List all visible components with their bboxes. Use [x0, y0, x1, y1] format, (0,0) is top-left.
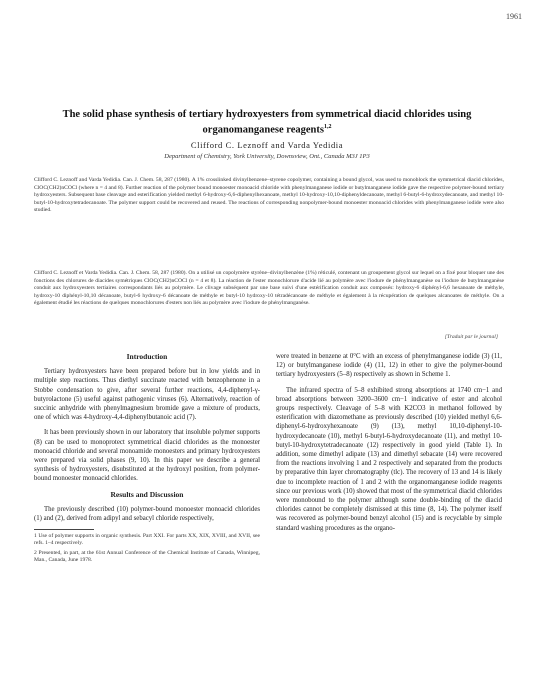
- section-heading-results: Results and Discussion: [110, 489, 184, 499]
- article-title: [60, 108, 474, 137]
- paragraph: The infrared spectra of 5–8 exhibited strong absorptions at 1740 cm−1 and broad absorptions between 3200–3600 cm−1 indicative of ester and alcohol groups respectively. Cleavage of 5–8 with K2CO3 in methanol followed by esterification with diazomethane as previously described (10) yielded methyl 6,6-diphenyl-6-hydroxyhexanoate (9) (13), methyl 10,10-diphenyl-10-hydroxydecanoate (10), methyl 6-butyl-6-hydroxydecanoate (11), and methyl 10-butyl-10-hydroxytetradecanoate (12) respectively in good yield (Table 1). In addition, some dimethyl adipate (13) and dimethyl sebacate (14) were recovered from the reactions involving 1 and 2 respectively and separated from the products by preparative thin layer chromatography (tlc). The recovery of 13 and 14 is likely due to incomplete reaction of 1 and 2 with the organomanganese iodide reagents since our previous work (10) showed that most of the symmetrical diacid chlorides were monobound to the polymer although some double-binding of the diacid chlorides cannot be completely dismissed at this time (8, 14). The polymer itself was recovered as polymer-bound benzyl alcohol (15) and is recyclable by simple standard washing procedures as the organo-: [276, 386, 502, 532]
- section-heading-introduction: Introduction: [126, 352, 168, 361]
- paragraph: were treated in benzene at 0°C with an excess of phenylmanganese iodide (3) (11, 12) or butylmanganese iodide (4) (11, 12) in ether to give the polymer-bound tertiary hydroxyesters (5–8) respectively as shown in Scheme 1.: [276, 353, 502, 379]
- paragraph: It has been previously shown in our laboratory that insoluble polymer supports (8) can be used to monoprotect symmetrical diacid chlorides as the monoester monoacid chloride and several monoamide monoesters and primary hydroxyesters were prepared via solid phases (9, 10). In this paper we describe a general synthesis of hydroxyesters, disubstituted at the hydroxyl position, from polymer-bound monoester monoacid chlorides.: [34, 429, 260, 483]
- article-title-text: The solid phase synthesis of tertiary hydroxyesters from symmetrical diacid chlorides using organomanganese reagents: [62, 109, 472, 136]
- body-column-left: [34, 352, 260, 566]
- body-column-right: [276, 352, 502, 539]
- footnote: 1 Use of polymer supports in organic synthesis. Part XXI. For parts XX, XIX, XVIII, and XVII, see refs. 1–4 respectively.: [34, 533, 260, 547]
- translation-credit: [Traduit par le journal]: [444, 334, 498, 340]
- running-head: 1961: [506, 12, 522, 21]
- abstract-english: Clifford C. Leznoff and Varda Yedidia. Can. J. Chem. 58, 287 (1980). A 1% crosslinked divinylbenzene–styrene copolymer, containing a bound glycol, was used to monoblock the symmetrical diacid chlorides, ClOC(CH2)nCOCl (where n = 4 and 8). Further reaction of the polymer bound monoester monoacid chloride with phenylmanganese iodide or butylmanganese iodide gave the respective polymer-bound tertiary hydroxyesters. Subsequent base cleavage and esterification yielded methyl 6-hydroxy-6,6-diphenylhexanoate, methyl 10-hydroxy-10,10-diphenyldecanoate, methyl 6-butyl-6-hydroxydecanoate, and methyl 10-butyl-10-hydroxytetradecanoate. The polymer support could be recovered and reused. The reactions of corresponding nonpolymer-bound monoester monoacid chlorides with phenylmanganese iodide were also studied.: [34, 177, 504, 214]
- paragraph: Tertiary hydroxyesters have been prepared before but in low yields and in multiple step reactions. Thus diethyl succinate reacted with benzophenone in a Stobbe condensation to give, after several further reactions, 4,4-diphenyl-γ-butyrolactone (5) useful against pathogenic viruses (6). Alternatively, reaction of succinic anhydride with phenylmagnesium bromide gave a mixture of products, one of which was 4-hydroxy-4,4-diphenylbutanoic acid (7).: [34, 368, 260, 422]
- footnote: 2 Presented, in part, at the 61st Annual Conference of the Chemical Institute of Canada, Winnipeg, Man., Canada, June 1978.: [34, 549, 260, 563]
- author-list: Clifford C. Leznoff and Varda Yedidia: [190, 140, 344, 150]
- author-affiliation: Department of Chemistry, York University, Downsview, Ont., Canada M3J 1P3: [164, 153, 370, 160]
- title-footnote-marker: 1,2: [323, 124, 332, 130]
- abstract-french: Clifford C. Leznoff et Varda Yedidia. Can. J. Chem. 58, 287 (1980). On a utilisé un copolymère styrène–divinylbenzène (1%) réticulé, contenant un groupement glycol sur lequel on a fixé pour bloquer une des fonctions des chlorures de diacides symétriques ClOC(CH2)nCOCl (n = 4 et 8). La réaction de l'ester monochlorure d'acide lié au polymère avec l'iodure de phénylmanganèse ou l'iodure de butylmanganèse conduit aux hydroxyesters tertiaires correspondants liés au polymère. Le clivage subséquent par une base suivi d'une estérification conduit aux composés: hydroxy-6 diphényl-6,6 hexanoate de méthyle, hydroxy-10 diphényl-10,10 décanoate, butyl-6 hydroxy-6 décanoate de méthyle et butyl-10 hydroxy-10 tétradécanoate de méthyle et également à la récupération de quelques alcanoates de méthyle. On a également étudié les réactions de quelques monochlorures d'esters non liés au polymère avec l'iodure de phénylmanganèse.: [34, 270, 504, 307]
- paragraph: The previously described (10) polymer-bound monoester monoacid chlorides (1) and (2), derived from adipyl and sebacyl chloride respectively,: [34, 505, 260, 523]
- footnote-divider: [34, 529, 94, 530]
